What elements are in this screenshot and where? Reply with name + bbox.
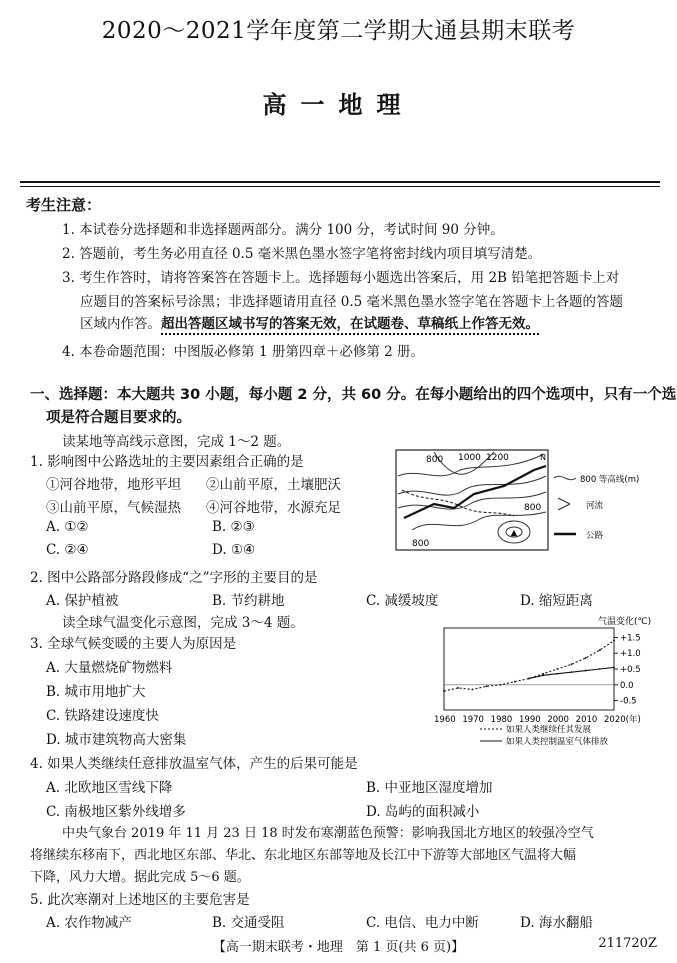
data-point xyxy=(571,671,573,673)
legend-road: 公路 xyxy=(586,531,604,541)
option-d[interactable]: D. 城市建筑物高大密集 xyxy=(46,732,187,748)
option-d[interactable]: D. ①④ xyxy=(212,542,256,558)
data-point xyxy=(585,657,587,659)
legend-river: 河流 xyxy=(586,501,604,511)
option-a[interactable]: A. 大量燃烧矿物燃料 xyxy=(46,660,173,676)
x-tick-label: 1960 xyxy=(434,715,456,725)
data-point xyxy=(599,649,601,651)
option-c[interactable]: C. 减缓坡度 xyxy=(366,593,439,609)
section-heading-cont: 项是符合题目要求的。 xyxy=(46,410,191,426)
option-b[interactable]: B. 交通受阻 xyxy=(212,915,285,931)
river-legend-icon xyxy=(558,498,570,510)
contour-line xyxy=(398,476,546,495)
notice-item: 2. 答题前，考生务必用直径 0.5 毫米黑色墨水签字笔将密封线内项目填写清楚。 xyxy=(62,246,542,262)
notice-item: 4. 本卷命题范围：中图版必修第 1 册第四章＋必修第 2 册。 xyxy=(62,344,425,360)
data-point xyxy=(457,687,459,689)
option-b[interactable]: B. 城市用地扩大 xyxy=(46,684,146,700)
question-stem: 4. 如果人类继续任意排放温室气体，产生的后果可能是 xyxy=(30,756,358,772)
contour-label: 800 xyxy=(426,455,444,465)
y-tick-label: +0.5 xyxy=(620,665,641,675)
data-point xyxy=(542,674,544,676)
question-stem: 3. 全球气候变暖的主要人为原因是 xyxy=(30,636,237,652)
option-a[interactable]: A. 保护植被 xyxy=(46,593,119,609)
subject-title: 高一地理 xyxy=(262,90,415,119)
intro-text: 读全球气温变化示意图，完成 3～4 题。 xyxy=(62,615,304,631)
data-point xyxy=(486,685,488,687)
passage-line: 中央气象台 2019 年 11 月 23 日 18 时发布寒潮蓝色预警：影响我国北方地区的较强冷空气 xyxy=(62,826,594,841)
north-arrow-icon: N xyxy=(540,453,546,462)
temperature-chart xyxy=(420,612,660,754)
x-tick-label: 1980 xyxy=(490,715,513,725)
option-d[interactable]: D. 岛屿的面积减小 xyxy=(366,804,480,820)
legend-label: 如果人类继续任其发展 xyxy=(506,725,592,735)
data-point xyxy=(556,668,558,670)
data-point xyxy=(599,668,601,670)
statement: ①河谷地带，地形平坦 xyxy=(46,477,181,493)
contour-label: 1200 xyxy=(486,453,509,463)
map-frame xyxy=(396,450,548,550)
statement: ④河谷地带，水源充足 xyxy=(206,500,341,516)
question-stem: 5. 此次寒潮对上述地区的主要危害是 xyxy=(30,892,250,908)
page-footer: 【高一期末联考・地理 第 1 页(共 6 页)】 xyxy=(212,940,465,955)
chart-ylabel: 气温变化(℃) xyxy=(598,617,652,627)
x-tick-label: 2020(年) xyxy=(604,715,641,725)
notice-heading: 考生注意： xyxy=(26,196,102,214)
legend-label: 如果人类控制温室气体排放 xyxy=(506,737,609,747)
intro-text: 读某地等高线示意图，完成 1～2 题。 xyxy=(62,434,291,450)
plot-frame xyxy=(444,628,614,710)
data-point xyxy=(471,689,473,691)
data-point xyxy=(613,667,615,669)
option-a[interactable]: A. 农作物减产 xyxy=(46,915,132,931)
legend-contour: 800 等高线(m) xyxy=(580,475,640,485)
contour-legend-icon xyxy=(554,476,576,479)
data-point xyxy=(571,663,573,665)
statement: ③山前平原，气候湿热 xyxy=(46,500,181,516)
data-point xyxy=(613,640,615,642)
question-stem: 2. 图中公路部分路段修成“之”字形的主要目的是 xyxy=(30,570,318,586)
option-c[interactable]: C. 电信、电力中断 xyxy=(366,915,479,931)
option-b[interactable]: B. 中亚地区湿度增加 xyxy=(366,780,493,796)
data-point xyxy=(556,673,558,675)
notice-item: 3. 考生作答时，请将答案答在答题卡上。选择题每小题选出答案后，用 2B 铅笔把答题卡上对 xyxy=(62,270,620,286)
option-c[interactable]: C. ②④ xyxy=(46,542,89,558)
data-point xyxy=(514,681,516,683)
option-d[interactable]: D. 海水翻船 xyxy=(520,915,593,931)
contour-line xyxy=(412,512,546,530)
data-point xyxy=(585,670,587,672)
data-point xyxy=(528,678,530,680)
option-c[interactable]: C. 南极地区紫外线增多 xyxy=(46,804,186,820)
exam-title: 2020～2021学年度第二学期大通县期末联考 xyxy=(101,18,576,44)
option-d[interactable]: D. 缩短距离 xyxy=(520,593,593,609)
passage-line: 下降，风力大增。据此完成 5～6 题。 xyxy=(30,870,250,885)
y-tick-label: 0.0 xyxy=(620,680,634,691)
option-a[interactable]: A. ①② xyxy=(46,519,89,535)
statement: ②山前平原，土壤肥沃 xyxy=(206,477,341,493)
paper-code: 211720Z xyxy=(598,936,657,951)
notice-text: 区域内作答。 xyxy=(80,316,161,332)
data-point xyxy=(500,684,502,686)
x-tick-label: 1970 xyxy=(462,715,484,725)
notice-item: 应题目的答案标号涂黑；非选择题请用直径 0.5 毫米黑色墨水签字笔在答题卡上各题的答题 xyxy=(80,294,624,310)
contour-label: 800 xyxy=(412,539,430,549)
option-b[interactable]: B. 节约耕地 xyxy=(212,593,285,609)
x-tick-label: 2010 xyxy=(575,715,598,725)
passage-line: 将继续东移南下，西北地区东部、华北、东北地区东部等地及长江中下游等大部地区气温将大幅 xyxy=(30,848,577,863)
x-tick-label: 1990 xyxy=(519,715,541,725)
peak-icon: ▲ xyxy=(510,528,518,537)
notice-item: 1. 本试卷分选择题和非选择题两部分。满分 100 分，考试时间 90 分钟。 xyxy=(62,222,504,238)
x-tick-label: 2000 xyxy=(547,715,569,725)
data-point xyxy=(443,690,445,692)
data-point xyxy=(542,673,544,675)
contour-label: 1000 xyxy=(458,453,481,463)
series-line xyxy=(444,641,614,692)
y-tick-label: +1.5 xyxy=(620,633,641,644)
notice-emphasis: 超出答题区域书写的答案无效，在试题卷、草稿纸上作答无效。 xyxy=(161,316,539,335)
question-stem: 1. 影响图中公路选址的主要因素组合正确的是 xyxy=(30,454,304,470)
contour-label: 800 xyxy=(524,503,542,513)
notice-item xyxy=(80,312,539,332)
divider xyxy=(20,186,660,187)
y-tick-label: +1.0 xyxy=(620,649,641,660)
divider xyxy=(20,181,660,183)
y-tick-label: -0.5 xyxy=(620,696,637,707)
section-heading: 一、选择题：本大题共 30 小题，每小题 2 分，共 60 分。在每小题给出的四个选项中，只有一个选 xyxy=(30,387,677,403)
contour-map xyxy=(394,446,654,556)
option-a[interactable]: A. 北欧地区雪线下降 xyxy=(46,780,173,796)
option-c[interactable]: C. 铁路建设速度快 xyxy=(46,708,159,724)
option-b[interactable]: B. ②③ xyxy=(212,519,255,535)
